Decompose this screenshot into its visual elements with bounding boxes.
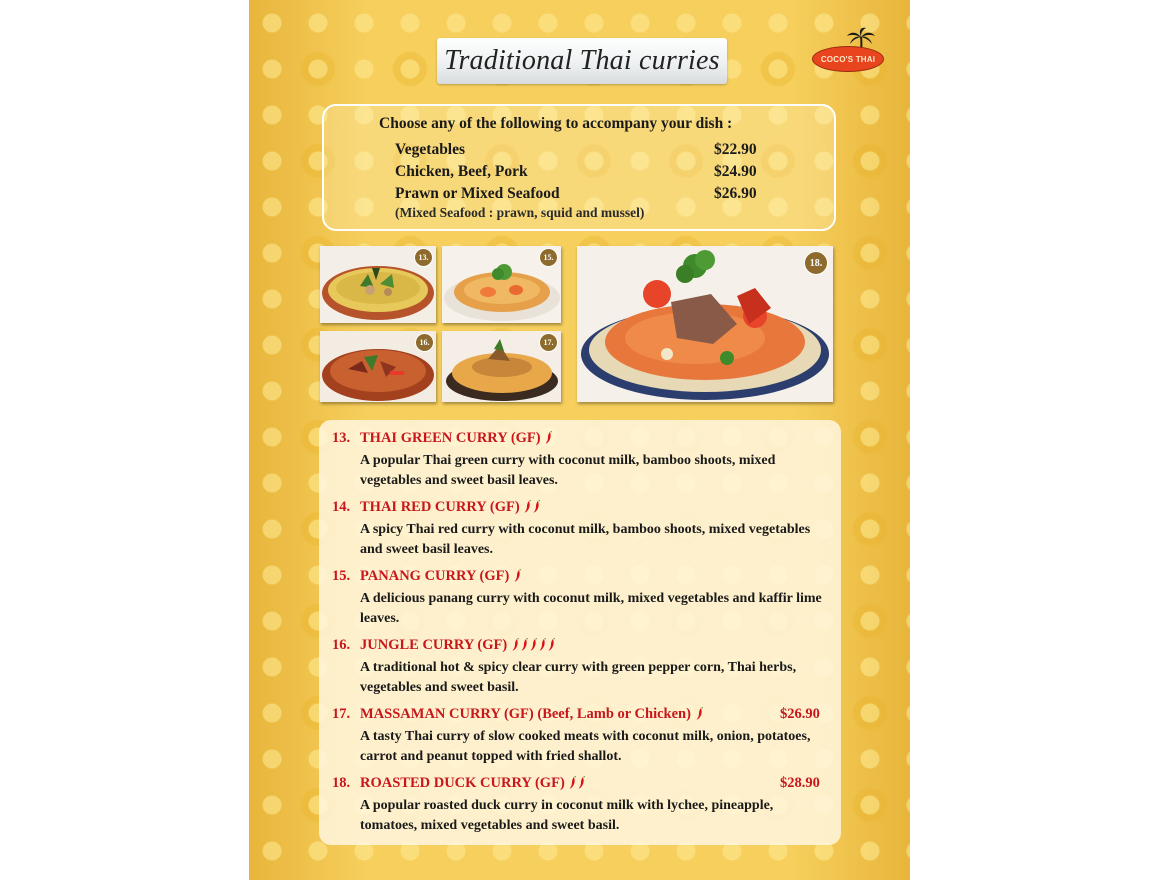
spice-level xyxy=(544,430,553,446)
option-label: Prawn or Mixed Seafood xyxy=(395,185,560,202)
chili-icon xyxy=(521,638,529,651)
restaurant-logo xyxy=(812,27,884,73)
item-number: 13. xyxy=(332,430,351,446)
menu-item xyxy=(332,706,832,767)
roasted-duck-curry-image xyxy=(577,246,833,402)
item-title xyxy=(332,637,832,655)
page-title: Traditional Thai curries xyxy=(444,45,720,76)
menu-item xyxy=(332,430,832,491)
option-price: $22.90 xyxy=(714,141,757,158)
chili-icon xyxy=(696,707,704,720)
dish-photo-16 xyxy=(320,331,436,402)
options-heading: Choose any of the following to accompany your dish : xyxy=(379,115,733,132)
chili-icon xyxy=(539,638,547,651)
spice-level xyxy=(513,568,522,584)
item-title xyxy=(332,775,832,793)
dish-number-badge: 13. xyxy=(414,248,433,267)
item-title xyxy=(332,499,832,517)
accompaniment-options xyxy=(322,104,836,231)
item-number: 15. xyxy=(332,568,351,584)
item-price: $26.90 xyxy=(780,706,820,722)
dish-number-badge: 17. xyxy=(539,333,558,352)
item-title xyxy=(332,568,832,586)
chili-icon xyxy=(530,638,538,651)
spice-level xyxy=(523,499,541,515)
dish-number-badge: 15. xyxy=(539,248,558,267)
item-title xyxy=(332,430,832,448)
spice-level xyxy=(511,637,556,653)
option-price: $24.90 xyxy=(714,163,757,180)
logo-badge xyxy=(812,46,884,72)
chili-icon xyxy=(578,776,586,789)
item-description: A tasty Thai curry of slow cooked meats with coconut milk, onion, potatoes, carrot and peanut topped with fried shallot. xyxy=(360,729,811,764)
item-price: $28.90 xyxy=(780,775,820,791)
item-name: JUNGLE CURRY (GF) xyxy=(360,637,508,653)
item-number: 14. xyxy=(332,499,351,515)
item-title xyxy=(332,706,832,724)
logo-text: COCO'S THAI xyxy=(820,54,876,64)
option-row xyxy=(395,185,775,203)
dish-photo-15 xyxy=(442,246,561,323)
menu-page xyxy=(249,0,910,880)
chili-icon xyxy=(512,638,520,651)
item-description: A spicy Thai red curry with coconut milk, bamboo shoots, mixed vegetables and sweet basil leaves. xyxy=(360,522,811,557)
item-name: ROASTED DUCK CURRY (GF) xyxy=(360,775,565,791)
item-name: MASSAMAN CURRY (GF) (Beef, Lamb or Chicken) xyxy=(360,706,691,722)
option-price: $26.90 xyxy=(714,185,757,202)
menu-item xyxy=(332,775,832,836)
spice-level xyxy=(568,775,586,791)
dish-number-badge: 16. xyxy=(415,333,434,352)
menu-item xyxy=(332,499,832,560)
menu-item xyxy=(332,637,832,698)
item-name: THAI RED CURRY (GF) xyxy=(360,499,520,515)
option-label: Vegetables xyxy=(395,141,466,158)
chili-icon xyxy=(533,500,541,513)
item-description: A traditional hot & spicy clear curry with green pepper corn, Thai herbs, vegetables and sweet basil. xyxy=(360,660,797,695)
item-name: THAI GREEN CURRY (GF) xyxy=(360,430,541,446)
chili-icon xyxy=(548,638,556,651)
option-label: Chicken, Beef, Pork xyxy=(395,163,528,180)
title-banner xyxy=(437,38,727,84)
item-number: 17. xyxy=(332,706,351,722)
chili-icon xyxy=(569,776,577,789)
curry-menu-list xyxy=(319,420,841,845)
spice-level xyxy=(695,706,704,722)
dish-photo-13 xyxy=(320,246,436,323)
chili-icon xyxy=(514,569,522,582)
option-row xyxy=(395,163,775,181)
item-description: A delicious panang curry with coconut milk, mixed vegetables and kaffir lime leaves. xyxy=(360,591,822,626)
option-row xyxy=(395,141,775,159)
item-description: A popular roasted duck curry in coconut milk with lychee, pineapple, tomatoes, mixed vegetables and sweet basil. xyxy=(360,798,774,833)
chili-icon xyxy=(545,431,553,444)
item-number: 18. xyxy=(332,775,351,791)
chili-icon xyxy=(524,500,532,513)
dish-number-badge: 18. xyxy=(804,251,828,275)
menu-item xyxy=(332,568,832,629)
item-description: A popular Thai green curry with coconut milk, bamboo shoots, mixed vegetables and sweet basil leaves. xyxy=(360,453,776,488)
item-name: PANANG CURRY (GF) xyxy=(360,568,510,584)
dish-photo-18 xyxy=(577,246,833,402)
item-number: 16. xyxy=(332,637,351,653)
dish-photo-17 xyxy=(442,331,561,402)
options-note: (Mixed Seafood : prawn, squid and mussel) xyxy=(395,205,645,220)
